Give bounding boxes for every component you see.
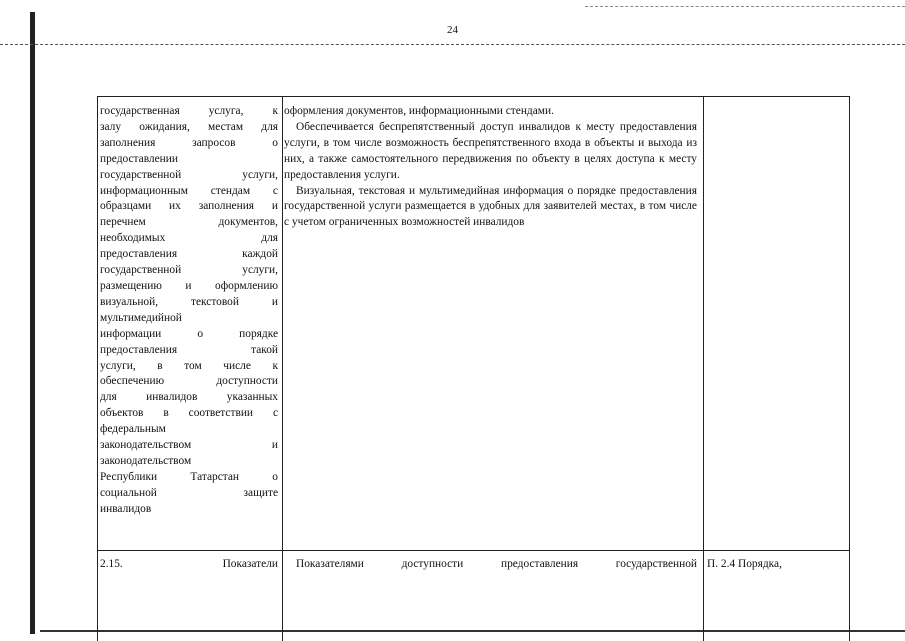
row1-col1-line: законодательством и: [100, 439, 278, 452]
row1-col1-line: заполнения запросов о: [100, 136, 278, 149]
scan-edge-top-right: [585, 6, 905, 7]
column-divider-2: [703, 97, 704, 641]
row1-col1-line: государственной услуги,: [100, 264, 278, 277]
row1-col2-text: [284, 104, 697, 231]
row1-col1-line: предоставления такой: [100, 343, 278, 356]
row1-col1-line: необходимых для: [100, 232, 278, 245]
row1-col1-line: Республики Татарстан о: [100, 470, 278, 483]
row1-col2-paragraph-1: оформления документов, информационными стендами.: [284, 105, 554, 117]
row1-col1-line: обеспечению доступности: [100, 375, 278, 388]
row2-col1-line: 2.15. Показатели: [100, 558, 278, 570]
row1-col1-line: образцами их заполнения и: [100, 200, 278, 213]
column-divider-1: [282, 97, 283, 641]
row1-col1-line: информации о порядке: [100, 327, 278, 340]
row1-col1-line: для инвалидов указанных: [100, 391, 278, 404]
page-number: 24: [447, 24, 458, 36]
row1-col1-line: законодательством: [100, 454, 192, 467]
row1-col1-line: объектов в соответствии с: [100, 407, 278, 420]
row1-col2-paragraph-2: Обеспечивается беспрепятственный доступ инвалидов к месту предоставления услуги, в том числе возможность беспрепятственного входа в объекты и выхода из них, а также самостоятельного передвижения по объекту в целях доступа к месту предоставления услуги.: [284, 120, 697, 181]
row1-col1-line: государственная услуга, к: [100, 105, 278, 117]
scan-edge-top: [0, 44, 905, 45]
row1-col1-line: федеральным: [100, 423, 166, 436]
row2-col1-text: [100, 557, 278, 573]
row1-col1-text: [100, 104, 278, 518]
document-table: [97, 96, 850, 641]
row1-col1-line: инвалидов: [100, 502, 152, 515]
row1-col1-line: предоставления каждой: [100, 248, 278, 261]
row1-col1-line: залу ожидания, местам для: [100, 120, 278, 133]
row1-col1-line: услуги, в том числе к: [100, 359, 278, 372]
row2-col3-text: П. 2.4 Порядка,: [707, 558, 782, 570]
row1-col1-line: информационным стендам с: [100, 184, 278, 197]
row-divider: [98, 550, 849, 551]
row1-col1-line: перечнем документов,: [100, 216, 278, 229]
row2-col2-line: Показателями доступности предоставления государственной: [296, 558, 697, 570]
row1-col1-line: предоставлении: [100, 152, 178, 165]
row1-col1-line: мультимедийной: [100, 311, 182, 324]
scan-edge-left: [30, 12, 35, 634]
row1-col1-line: социальной защите: [100, 486, 278, 499]
row1-col1-line: государственной услуги,: [100, 168, 278, 181]
row1-col1-line: размещению и оформлению: [100, 279, 278, 292]
row1-col1-line: визуальной, текстовой и: [100, 295, 278, 308]
row2-col2-text: [284, 557, 697, 573]
row1-col2-paragraph-3: Визуальная, текстовая и мультимедийная информация о порядке предоставления государственной услуги размещается в удобных для заявителей местах, в том числе с учетом ограниченных возможностей инвалидов: [284, 184, 697, 229]
